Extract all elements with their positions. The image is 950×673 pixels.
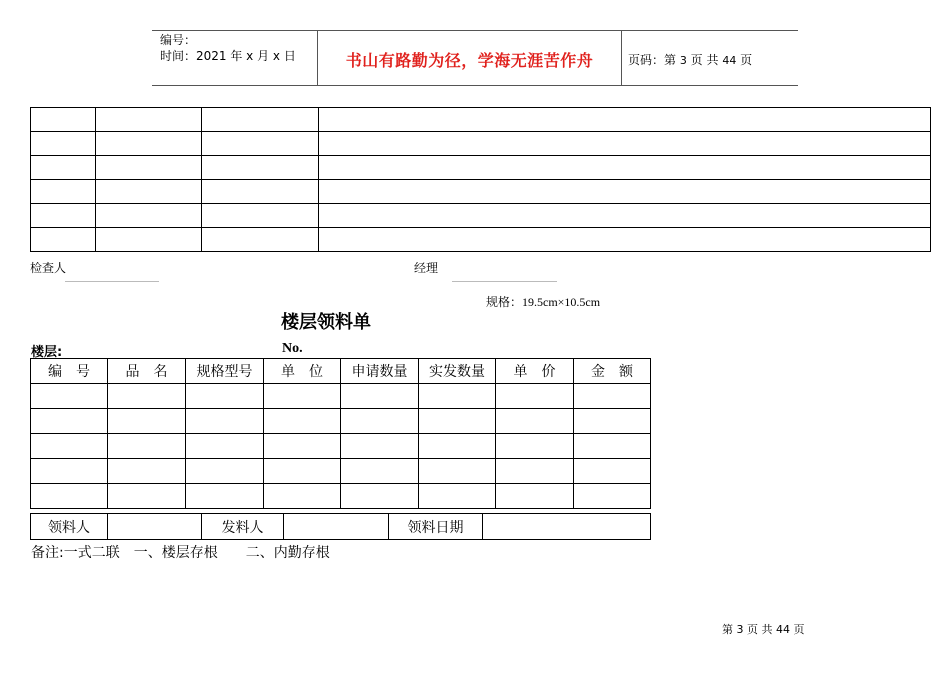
requisition-table-body xyxy=(31,359,651,509)
table-cell xyxy=(496,484,574,509)
column-header: 规格型号 xyxy=(186,359,264,384)
grid-cell xyxy=(31,204,96,228)
table-cell xyxy=(31,409,108,434)
form-title: 楼层领料单 xyxy=(281,312,371,333)
page-suffix: 页 xyxy=(740,53,753,67)
issuer-label: 发料人 xyxy=(202,514,284,540)
requisition-table xyxy=(30,358,651,509)
table-cell xyxy=(419,434,496,459)
grid-cell xyxy=(31,156,96,180)
form-remark: 备注:一式二联 一、楼层存根 二、内勤存根 xyxy=(31,545,330,561)
table-cell xyxy=(186,459,264,484)
grid-row xyxy=(31,228,931,252)
grid-cell xyxy=(31,108,96,132)
grid-cell xyxy=(319,132,931,156)
inspector-label: 检查人 xyxy=(30,261,67,275)
grid-cell xyxy=(319,204,931,228)
table-cell xyxy=(496,409,574,434)
grid-cell xyxy=(202,108,319,132)
table-cell xyxy=(341,459,419,484)
table-cell xyxy=(108,459,186,484)
table-cell xyxy=(341,434,419,459)
table-cell xyxy=(108,384,186,409)
floor-label: 楼层: xyxy=(31,345,63,360)
table-cell xyxy=(108,484,186,509)
table-cell xyxy=(419,459,496,484)
table-cell xyxy=(419,409,496,434)
table-cell xyxy=(419,484,496,509)
table-cell xyxy=(31,384,108,409)
grid-row xyxy=(31,180,931,204)
grid-cell xyxy=(319,108,931,132)
grid-cell xyxy=(96,204,202,228)
grid-row xyxy=(31,156,931,180)
inspection-grid-body xyxy=(31,108,931,252)
grid-cell xyxy=(31,180,96,204)
table-cell xyxy=(574,434,651,459)
header-page-indicator xyxy=(628,51,752,68)
table-row xyxy=(31,384,651,409)
manager-label: 经理 xyxy=(414,261,439,275)
table-cell xyxy=(186,434,264,459)
table-cell xyxy=(341,409,419,434)
inspection-grid xyxy=(30,107,931,252)
table-header-row xyxy=(31,359,651,384)
table-cell xyxy=(186,409,264,434)
requisition-signoff-row xyxy=(30,513,651,540)
column-header: 品 名 xyxy=(108,359,186,384)
date-label: 领料日期 xyxy=(389,514,483,540)
table-cell xyxy=(264,484,341,509)
table-cell xyxy=(496,384,574,409)
header-bottom-rule xyxy=(152,85,798,86)
table-cell xyxy=(264,384,341,409)
header-motto: 书山有路勤为径，学海无涯苦作舟 xyxy=(345,51,594,70)
table-cell xyxy=(341,384,419,409)
grid-row xyxy=(31,204,931,228)
table-row xyxy=(31,434,651,459)
grid-cell xyxy=(202,180,319,204)
table-cell xyxy=(108,434,186,459)
page-prefix: 页码：第 xyxy=(628,53,677,67)
table-cell xyxy=(186,384,264,409)
table-cell xyxy=(31,459,108,484)
table-cell xyxy=(264,459,341,484)
table-cell xyxy=(574,459,651,484)
table-cell xyxy=(31,484,108,509)
table-cell xyxy=(264,409,341,434)
grid-row xyxy=(31,132,931,156)
table-cell xyxy=(574,384,651,409)
inspector-signature-line xyxy=(65,281,159,282)
grid-cell xyxy=(96,132,202,156)
grid-cell xyxy=(96,228,202,252)
grid-cell xyxy=(202,228,319,252)
column-header: 金 额 xyxy=(574,359,651,384)
form-number-label: No. xyxy=(282,341,303,356)
grid-cell xyxy=(31,132,96,156)
grid-cell xyxy=(319,156,931,180)
issuer-field xyxy=(284,514,389,540)
grid-cell xyxy=(96,180,202,204)
footer-page-number: 第 3 页 共 44 页 xyxy=(722,623,805,636)
receiver-field xyxy=(108,514,202,540)
column-header: 单 位 xyxy=(264,359,341,384)
grid-cell xyxy=(96,156,202,180)
spec-text: 规格：19.5cm×10.5cm xyxy=(486,295,601,309)
table-row xyxy=(31,459,651,484)
column-header: 单 价 xyxy=(496,359,574,384)
doc-number-label: 编号： xyxy=(160,33,197,47)
table-cell xyxy=(31,434,108,459)
header-top-rule xyxy=(152,30,798,31)
page-total: 44 xyxy=(722,54,737,67)
receiver-label: 领料人 xyxy=(31,514,108,540)
header-divider xyxy=(621,30,622,86)
table-cell xyxy=(574,409,651,434)
table-cell xyxy=(496,434,574,459)
grid-cell xyxy=(202,156,319,180)
grid-cell xyxy=(319,180,931,204)
time-label: 时间：2021 年 x 月 x 日 xyxy=(160,49,296,63)
column-header: 实发数量 xyxy=(419,359,496,384)
table-row xyxy=(31,409,651,434)
grid-cell xyxy=(31,228,96,252)
manager-signature-line xyxy=(452,281,557,282)
column-header: 编 号 xyxy=(31,359,108,384)
table-cell xyxy=(264,434,341,459)
grid-cell xyxy=(202,204,319,228)
page-current: 3 xyxy=(679,54,687,67)
table-cell xyxy=(419,384,496,409)
grid-cell xyxy=(202,132,319,156)
table-cell xyxy=(108,409,186,434)
table-cell xyxy=(496,459,574,484)
table-cell xyxy=(186,484,264,509)
grid-row xyxy=(31,108,931,132)
date-field xyxy=(483,514,651,540)
column-header: 申请数量 xyxy=(341,359,419,384)
grid-cell xyxy=(96,108,202,132)
page-mid: 页 共 xyxy=(690,53,719,67)
table-cell xyxy=(574,484,651,509)
table-row xyxy=(31,484,651,509)
table-cell xyxy=(341,484,419,509)
grid-cell xyxy=(319,228,931,252)
